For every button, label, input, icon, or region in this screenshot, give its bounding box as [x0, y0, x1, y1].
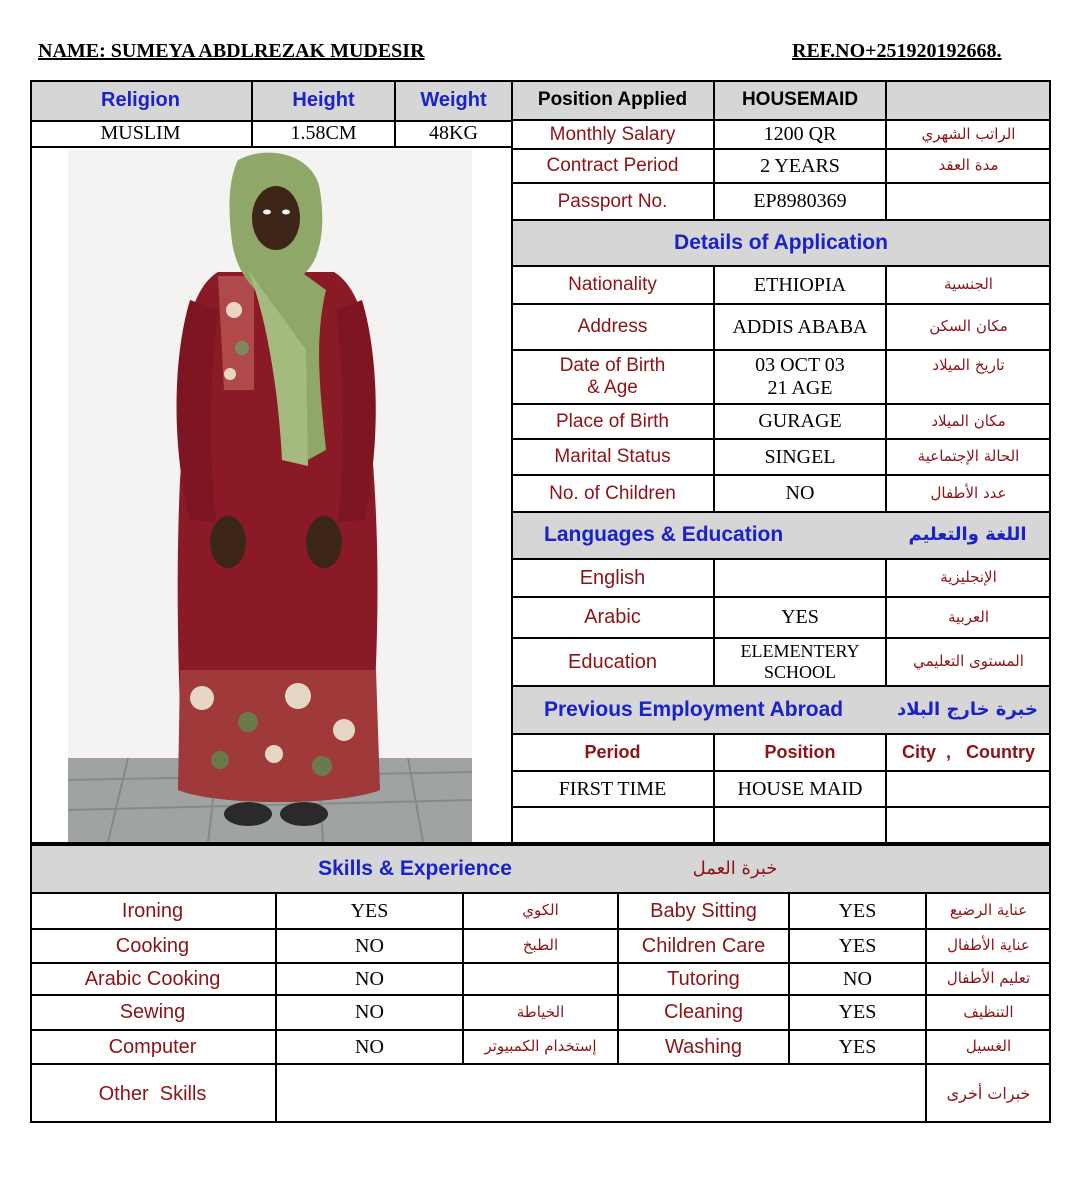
skill-baby-sitting-arabic: عناية الرضيع: [949, 901, 1028, 920]
employment-period-value: FIRST TIME: [558, 777, 667, 800]
position-applied-value: HOUSEMAID: [741, 88, 859, 110]
education-value: [715, 639, 885, 685]
skill-ironing-label: Ironing: [121, 899, 184, 922]
nationality-value: ETHIOPIA: [753, 273, 847, 296]
skill-cooking-arabic: الطبخ: [522, 936, 559, 955]
skill-baby-sitting-value: YES: [838, 899, 877, 922]
skill-washing-value: YES: [838, 1035, 877, 1058]
weight-value: 48KG: [429, 122, 478, 144]
address-value: ADDIS ABABA: [732, 315, 868, 338]
skill-cleaning-arabic: التنظيف: [963, 1002, 1014, 1021]
passport-value: EP8980369: [753, 190, 847, 212]
skill-baby-sitting-label: Baby Sitting: [650, 899, 757, 922]
dob-label-line2: & Age: [587, 377, 638, 398]
english-arabic: الإنجليزية: [940, 568, 997, 587]
dob-value: [715, 351, 885, 403]
marital-status-label: Marital Status: [554, 446, 671, 468]
education-arabic: المستوى التعليمي: [913, 652, 1024, 671]
skill-children-care-label: Children Care: [641, 934, 766, 957]
position-applied-label: Position Applied: [537, 88, 688, 110]
children-arabic: عدد الأطفال: [930, 483, 1007, 502]
skill-arabic-cooking-label: Arabic Cooking: [84, 967, 221, 990]
skills-section-title: Skills & Experience: [318, 856, 512, 880]
nationality-label: Nationality: [568, 274, 657, 296]
skill-children-care-value: YES: [838, 934, 877, 957]
religion-header: Religion: [101, 88, 180, 111]
address-arabic: مكان السكن: [929, 317, 1008, 336]
skill-tutoring-arabic: تعليم الأطفال: [946, 969, 1031, 988]
education-value-line2: SCHOOL: [763, 662, 836, 682]
skill-arabic-cooking-arabic: [464, 964, 617, 994]
marital-status-value: SINGEL: [764, 445, 836, 468]
dob-value-age: 21 AGE: [767, 377, 833, 399]
passport-label: Passport No.: [557, 190, 668, 212]
other-skills-arabic: خبرات أخرى: [946, 1083, 1031, 1103]
dob-value-date: 03 OCT 03: [755, 354, 845, 376]
skill-tutoring-value: NO: [843, 967, 872, 990]
contract-period-label: Contract Period: [546, 155, 679, 177]
skill-sewing-label: Sewing: [119, 1001, 186, 1023]
reference-number: REF.NO+251920192668.: [792, 40, 1002, 62]
place-of-birth-value: GURAGE: [758, 410, 842, 432]
religion-value: MUSLIM: [100, 122, 181, 144]
place-of-birth-label: Place of Birth: [556, 410, 669, 432]
skills-section-arabic: خبرة العمل: [692, 857, 778, 879]
employment-section-arabic: خبرة خارج البلاد: [897, 698, 1038, 720]
dob-label-line1: Date of Birth: [559, 355, 666, 377]
skill-ironing-value: YES: [350, 899, 389, 922]
height-value: 1.58CM: [290, 122, 357, 144]
skill-cooking-label: Cooking: [115, 934, 190, 957]
employment-position-value: HOUSE MAID: [737, 777, 863, 800]
candidate-name: NAME: SUMEYA ABDLREZAK MUDESIR: [38, 40, 425, 62]
skill-washing-label: Washing: [664, 1035, 743, 1058]
skill-cooking-value: NO: [355, 934, 384, 957]
weight-header: Weight: [420, 88, 487, 111]
other-skills-label: Other Skills: [98, 1082, 207, 1105]
skill-cleaning-value: YES: [838, 1001, 877, 1023]
marital-status-arabic: الحالة الإجتماعية: [917, 447, 1020, 466]
employment-col-period: Period: [584, 742, 641, 763]
skill-arabic-cooking-value: NO: [355, 967, 384, 990]
monthly-salary-value: 1200 QR: [763, 123, 837, 145]
dob-label: [512, 351, 713, 403]
skill-computer-label: Computer: [108, 1035, 197, 1058]
education-label: Education: [568, 650, 657, 673]
employment-city-value: [887, 772, 1050, 806]
height-header: Height: [292, 88, 355, 111]
nationality-arabic: الجنسية: [944, 275, 993, 294]
skill-sewing-value: NO: [355, 1001, 384, 1023]
contract-period-value: 2 YEARS: [760, 154, 840, 177]
employment-col-city: City , Country: [901, 742, 1035, 763]
skill-tutoring-label: Tutoring: [667, 967, 740, 990]
skill-cleaning-label: Cleaning: [664, 1001, 743, 1023]
dob-arabic: تاريخ الميلاد: [932, 356, 1005, 375]
arabic-value: YES: [781, 606, 819, 628]
children-label: No. of Children: [549, 482, 676, 504]
skill-washing-arabic: الغسيل: [965, 1037, 1012, 1056]
details-section-title: Details of Application: [674, 230, 888, 254]
employment-col-position: Position: [764, 742, 836, 763]
contract-period-arabic: مدة العقد: [938, 156, 999, 175]
english-label: English: [579, 566, 646, 589]
monthly-salary-arabic: الراتب الشهري: [921, 124, 1016, 143]
arabic-arabic: العربية: [948, 607, 989, 626]
candidate-photo: [68, 150, 472, 842]
skill-computer-arabic: إستخدام الكمبيوتر: [484, 1037, 597, 1056]
education-value-line1: ELEMENTERY: [740, 641, 860, 662]
employment-section-title: Previous Employment Abroad: [544, 697, 844, 721]
place-of-birth-arabic: مكان الميلاد: [931, 411, 1006, 430]
languages-section-title: Languages & Education: [544, 523, 784, 547]
arabic-label: Arabic: [584, 606, 641, 628]
skill-children-care-arabic: عناية الأطفال: [947, 936, 1030, 955]
english-value: [715, 560, 885, 596]
skill-ironing-arabic: الكوي: [522, 901, 559, 920]
skill-computer-value: NO: [355, 1035, 384, 1058]
address-label: Address: [577, 316, 648, 338]
children-value: NO: [785, 482, 815, 504]
other-skills-value: [277, 1065, 925, 1123]
languages-section-arabic: اللغة والتعليم: [908, 524, 1027, 546]
monthly-salary-label: Monthly Salary: [549, 123, 676, 145]
skill-sewing-arabic: الخياطة: [516, 1002, 565, 1021]
